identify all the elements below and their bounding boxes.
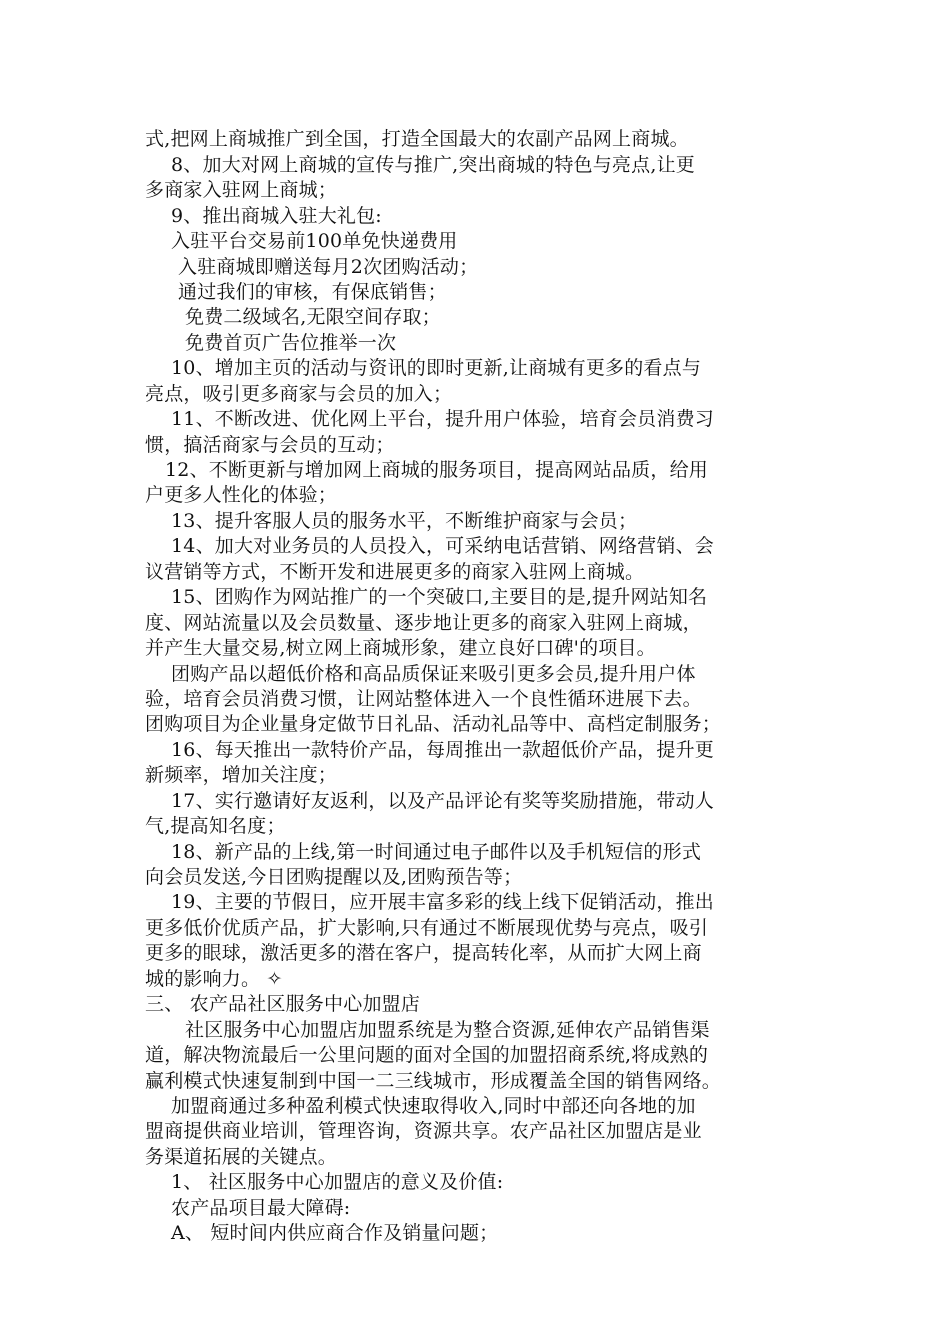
text-line: 赢利模式快速复制到中国一二三线城市，形成覆盖全国的销售网络。 <box>145 1070 722 1092</box>
text-line: 盟商提供商业培训，管理咨询，资源共享。农产品社区加盟店是业 <box>145 1120 702 1142</box>
text-line: 亮点，吸引更多商家与会员的加入； <box>145 383 453 405</box>
text-line: 12、不断更新与增加网上商城的服务项目，提高网站品质，给用 <box>165 459 708 481</box>
text-line: 16、每天推出一款特价产品，每周推出一款超低价产品，提升更 <box>171 739 714 761</box>
text-line: 通过我们的审核，有保底销售； <box>178 281 447 303</box>
text-line: 免费首页广告位推举一次 <box>185 332 397 354</box>
text-line: A、 短时间内供应商合作及销量问题； <box>171 1222 499 1244</box>
text-line: 13、提升客服人员的服务水平，不断维护商家与会员； <box>171 510 638 532</box>
text-line: 17、实行邀请好友返利，以及产品评论有奖等奖励措施，带动人 <box>171 790 714 812</box>
text-line: 加盟商通过多种盈利模式快速取得收入,同时中部还向各地的加 <box>171 1095 696 1117</box>
text-line: 免费二级域名,无限空间存取； <box>185 306 441 328</box>
text-line: 户更多人性化的体验； <box>145 484 338 506</box>
text-line: 度、网站流量以及会员数量、逐步地让更多的商家入驻网上商城， <box>145 612 702 634</box>
section-heading: 三、 农产品社区服务中心加盟店 <box>145 993 421 1015</box>
text-line: 验，培育会员消费习惯，让网站整体进入一个良性循环进展下去。 <box>145 688 702 710</box>
text-line: 式,把网上商城推广到全国，打造全国最大的农副产品网上商城。 <box>145 128 689 150</box>
text-line: 更多低价优质产品，扩大影响,只有通过不断展现优势与亮点，吸引 <box>145 917 709 939</box>
text-line: 1、 社区服务中心加盟店的意义及价值: <box>171 1171 504 1193</box>
text-line: 8、加大对网上商城的宣传与推广,突出商城的特色与亮点,让更 <box>171 154 695 176</box>
text-line: 19、主要的节假日，应开展丰富多彩的线上线下促销活动，推出 <box>171 891 714 913</box>
text-line: 更多的眼球，激活更多的潜在客户，提高转化率，从而扩大网上商 <box>145 942 702 964</box>
text-line: 15、团购作为网站推广的一个突破口,主要目的是,提升网站知名 <box>171 586 708 608</box>
text-line: 惯，搞活商家与会员的互动； <box>145 434 395 456</box>
text-line: 并产生大量交易,树立网上商城形象，建立良好口碑'的项目。 <box>145 637 656 659</box>
text-line: 多商家入驻网上商城； <box>145 179 338 201</box>
text-line: 城的影响力。 ✧ <box>145 968 283 990</box>
text-line: 入驻平台交易前100单免快递费用 <box>171 230 458 252</box>
text-line: 向会员发送,今日团购提醒以及,团购预告等； <box>145 866 523 888</box>
text-line: 18、新产品的上线,第一时间通过电子邮件以及手机短信的形式 <box>171 841 702 863</box>
text-line: 气,提高知名度； <box>145 815 286 837</box>
text-line: 入驻商城即赠送每月2次团购活动； <box>178 256 479 278</box>
text-line: 9、推出商城入驻大礼包: <box>171 205 382 227</box>
text-line: 新频率，增加关注度； <box>145 764 338 786</box>
text-line: 务渠道拓展的关键点。 <box>145 1146 338 1168</box>
text-line: 农产品项目最大障碍: <box>171 1197 351 1219</box>
text-line: 道，解决物流最后一公里问题的面对全国的加盟招商系统,将成熟的 <box>145 1044 709 1066</box>
text-line: 团购产品以超低价格和高品质保证来吸引更多会员,提升用户体 <box>171 663 696 685</box>
text-line: 11、不断改进、优化网上平台，提升用户体验，培育会员消费习 <box>171 408 714 430</box>
text-line: 议营销等方式，不断开发和进展更多的商家入驻网上商城。 <box>145 561 645 583</box>
text-line: 社区服务中心加盟店加盟系统是为整合资源,延伸农产品销售渠 <box>185 1019 710 1041</box>
text-line: 团购项目为企业量身定做节日礼品、活动礼品等中、高档定制服务； <box>145 713 722 735</box>
text-line: 14、加大对业务员的人员投入，可采纳电话营销、网络营销、会 <box>171 535 714 557</box>
text-line: 10、增加主页的活动与资讯的即时更新,让商城有更多的看点与 <box>171 357 702 379</box>
